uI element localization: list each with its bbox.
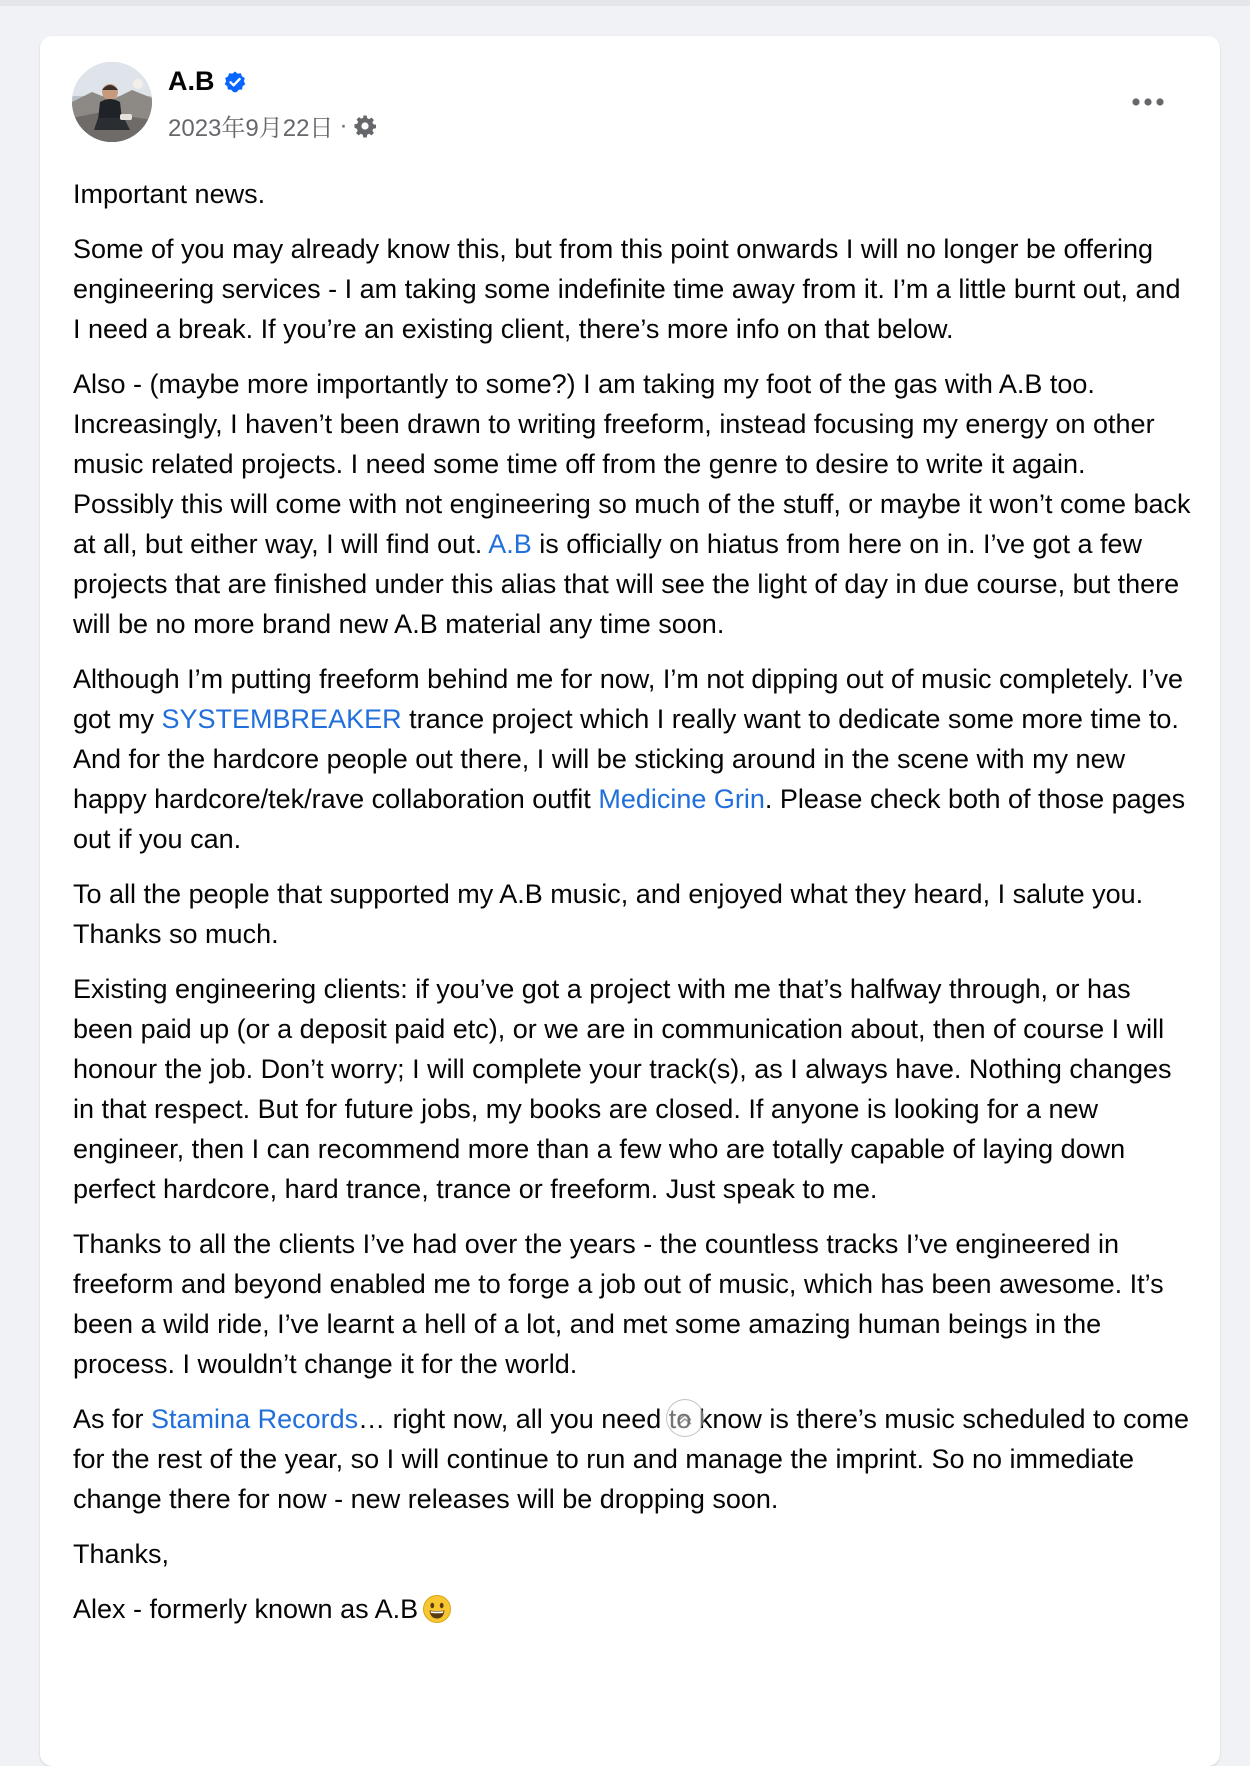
paragraph-text: Also - (maybe more importantly to some?) I am taking my foot of the gas with A.B too. Increasingly, I haven’t been drawn to writing freeform, instead focusing my energy on other music related projects. I need some time off from the genre to desire to write it again. Possibly this will come with not engineering so much of the stuff, or maybe it won’t come back at all, but either way, I will find out.	[73, 369, 1191, 559]
more-options-icon	[1131, 97, 1165, 107]
paragraph-3	[73, 364, 1193, 644]
avatar-photo	[72, 62, 152, 142]
paragraph-text: Thanks to all the clients I’ve had over the years - the countless tracks I’ve engineered in freeform and beyond enabled me to forge a job out of music, which has been awesome. It’s been a wild ride, I’ve learnt a hell of a lot, and met some amazing human beings in the process. I wouldn’t change it for the world.	[73, 1229, 1164, 1379]
paragraph-text: Important news.	[73, 179, 266, 209]
systembreaker-link[interactable]: SYSTEMBREAKER	[161, 704, 402, 734]
paragraph-text: is officially on hiatus from here on in. I’ve got a few projects that are finished under this alias that will see the light of day in due course, but there will be no more brand new A.B material any time soon.	[73, 529, 1180, 639]
paragraph-1	[73, 174, 1193, 214]
post-body	[73, 174, 1193, 1644]
author-row	[168, 66, 247, 97]
paragraph-text: Thanks,	[73, 1539, 170, 1569]
paragraph-text: Some of you may already know this, but from this point onwards I will no longer be offering engineering services - I am taking some indefinite time away from it. I’m a little burnt out, and I need a break. If you’re an existing client, there’s more info on that below.	[73, 234, 1181, 344]
paragraph-text: … right now, all you need to know is there’s music scheduled to come for the rest of the year, so I will continue to run and manage the imprint. So no immediate change there for now - new releases will be dropping soon.	[73, 1404, 1190, 1514]
gear-icon[interactable]	[353, 114, 377, 138]
paragraph-text: As for	[73, 1404, 152, 1434]
post-meta	[168, 108, 377, 143]
post-date[interactable]: 2023年9月22日	[168, 115, 334, 142]
more-options-button[interactable]	[1124, 82, 1172, 122]
paragraph-8	[73, 1399, 1193, 1519]
scroll-indicator[interactable]	[666, 1399, 704, 1437]
paragraph-text: Alex - formerly known as A.B	[73, 1594, 419, 1624]
verified-badge-icon	[223, 70, 247, 94]
paragraph-4	[73, 659, 1193, 859]
post-header	[72, 62, 1172, 142]
meta-separator: ·	[339, 111, 348, 139]
author-name[interactable]: A.B	[168, 66, 215, 96]
top-bar	[0, 0, 1250, 6]
post-card	[40, 36, 1220, 1766]
paragraph-text: To all the people that supported my A.B music, and enjoyed what they heard, I salute you. Thanks so much.	[73, 879, 1144, 949]
stamina-records-link[interactable]: Stamina Records	[151, 1404, 359, 1434]
paragraph-9	[73, 1534, 1193, 1574]
paragraph-text: . Please check both of those pages out if you can.	[73, 784, 1186, 854]
paragraph-text: Although I’m putting freeform behind me for now, I’m not dipping out of music completely. I’ve got my	[73, 664, 1184, 734]
paragraph-6	[73, 969, 1193, 1209]
medicine-grin-link[interactable]: Medicine Grin	[598, 784, 765, 814]
grinning-face-emoji	[422, 1594, 452, 1624]
paragraph-10	[73, 1589, 1193, 1629]
chevron-up-icon	[667, 1400, 703, 1436]
paragraph-2	[73, 229, 1193, 349]
paragraph-5	[73, 874, 1193, 954]
avatar[interactable]	[72, 62, 152, 142]
ab-page-link[interactable]: A.B	[488, 529, 532, 559]
paragraph-text: trance project which I really want to dedicate some more time to. And for the hardcore people out there, I will be sticking around in the scene with my new happy hardcore/tek/rave collaboration outfit	[73, 704, 1179, 814]
paragraph-7	[73, 1224, 1193, 1384]
paragraph-text: Existing engineering clients: if you’ve got a project with me that’s halfway through, or has been paid up (or a deposit paid etc), or we are in communication about, then of course I will honour the job. Don’t worry; I will complete your track(s), as I always have. Nothing changes in that respect. But for future jobs, my books are closed. If anyone is looking for a new engineer, then I can recommend more than a few who are totally capable of laying down perfect hardcore, hard trance, trance or freeform. Just speak to me.	[73, 974, 1172, 1204]
